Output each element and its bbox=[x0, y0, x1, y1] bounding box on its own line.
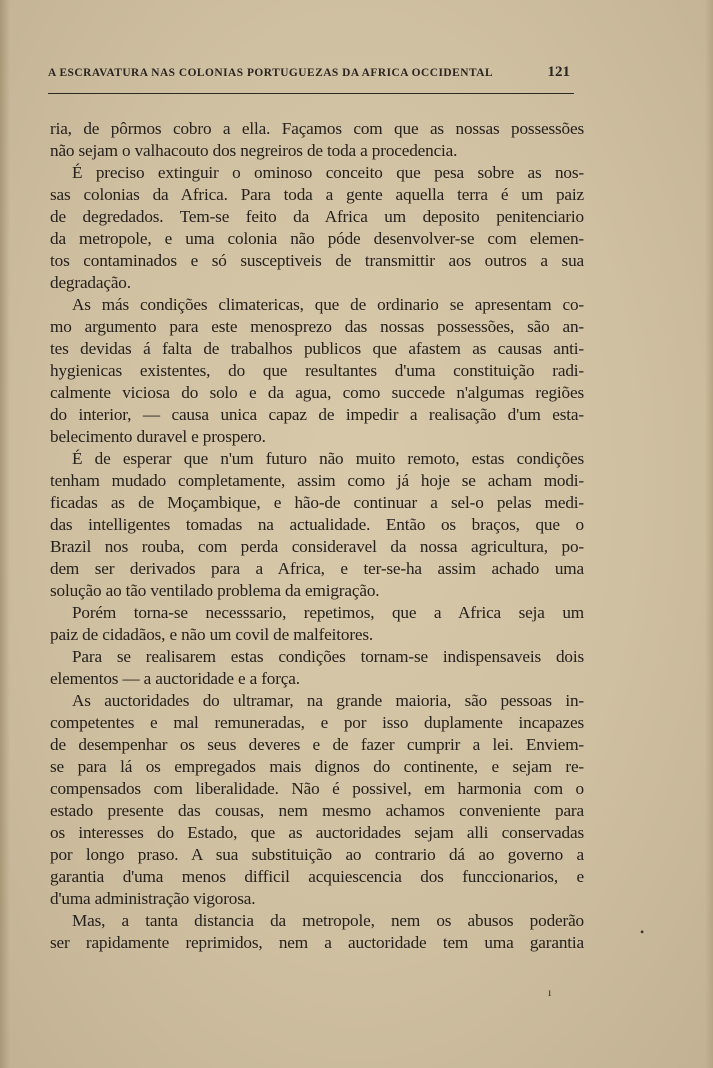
text-line: ser rapidamente reprimidos, nem a auctoridade tem uma garantia bbox=[50, 933, 584, 952]
ink-speck: ı bbox=[548, 985, 552, 999]
text-line: Mas, a tanta distancia da metropole, nem os abusos poderão bbox=[72, 911, 584, 930]
text-line: se para lá os empregados mais dignos do continente, e sejam re- bbox=[50, 757, 584, 776]
text-line: calmente viciosa do solo e da agua, como succede n'algumas regiões bbox=[50, 383, 584, 402]
ink-speck: • bbox=[640, 925, 645, 939]
paragraph bbox=[50, 162, 584, 294]
text-line: elementos — a auctoridade e a força. bbox=[50, 669, 300, 688]
text-line: Porém torna-se necesssario, repetimos, que a Africa seja um bbox=[72, 603, 584, 622]
header-rule bbox=[48, 93, 574, 94]
paragraph bbox=[50, 910, 584, 954]
paragraph bbox=[50, 690, 584, 910]
text-line: As auctoridades do ultramar, na grande maioria, são pessoas in- bbox=[72, 691, 584, 710]
paragraph bbox=[50, 118, 584, 162]
text-line: tos contaminados e só susceptiveis de transmittir aos outros a sua bbox=[50, 251, 584, 270]
paragraph bbox=[50, 294, 584, 448]
paragraph bbox=[50, 646, 584, 690]
text-line: de desempenhar os seus deveres e de fazer cumprir a lei. Enviem- bbox=[50, 735, 584, 754]
text-line: por longo praso. A sua substituição ao contrario dá ao governo a bbox=[50, 845, 584, 864]
text-line: tes devidas á falta de trabalhos publicos que afastem as causas anti- bbox=[50, 339, 584, 358]
text-line: de degredados. Tem-se feito da Africa um deposito penitenciario bbox=[50, 207, 584, 226]
text-line: dem ser derivados para a Africa, e ter-se-ha assim achado uma bbox=[50, 559, 584, 578]
text-line: não sejam o valhacouto dos negreiros de toda a procedencia. bbox=[50, 141, 458, 160]
text-line: hygienicas existentes, do que resultantes d'uma constituição radi- bbox=[50, 361, 584, 380]
text-line: mo argumento para este menosprezo das nossas possessões, são an- bbox=[50, 317, 584, 336]
text-line: É de esperar que n'um futuro não muito remoto, estas condições bbox=[72, 449, 584, 468]
text-line: ria, de pôrmos cobro a ella. Façamos com que as nossas possessões bbox=[50, 119, 584, 138]
text-line: estado presente das cousas, nem mesmo achamos conveniente para bbox=[50, 801, 584, 820]
text-line: As más condições climatericas, que de ordinario se apresentam co- bbox=[72, 295, 584, 314]
text-line: É preciso extinguir o ominoso conceito que pesa sobre as nos- bbox=[72, 163, 584, 182]
text-line: d'uma administração vigorosa. bbox=[50, 889, 256, 908]
page-number: 121 bbox=[547, 64, 570, 80]
text-line: das intelligentes tomadas na actualidade. Então os braços, que o bbox=[50, 515, 584, 534]
text-line: paiz de cidadãos, e não um covil de malfeitores. bbox=[50, 625, 374, 644]
text-line: compensados com liberalidade. Não é possivel, em harmonia com o bbox=[50, 779, 584, 798]
body-text bbox=[50, 118, 584, 954]
text-line: solução ao tão ventilado problema da emigração. bbox=[50, 581, 380, 600]
paragraph bbox=[50, 602, 584, 646]
text-line: do interior, — causa unica capaz de impedir a realisação d'um esta- bbox=[50, 405, 584, 424]
text-line: sas colonias da Africa. Para toda a gente aquella terra é um paiz bbox=[50, 185, 584, 204]
text-line: garantia d'uma menos difficil acquiescencia dos funccionarios, e bbox=[50, 867, 584, 886]
running-head bbox=[48, 64, 576, 86]
paragraph bbox=[50, 448, 584, 602]
text-line: belecimento duravel e prospero. bbox=[50, 427, 266, 446]
text-line: degradação. bbox=[50, 273, 131, 292]
text-line: Brazil nos rouba, com perda consideravel da nossa agricultura, po- bbox=[50, 537, 584, 556]
running-title: A ESCRAVATURA NAS COLONIAS PORTUGUEZAS DA AFRICA OCCIDENTAL bbox=[48, 67, 494, 79]
text-line: tenham mudado completamente, assim como já hoje se acham modi- bbox=[50, 471, 584, 490]
text-line: os interesses do Estado, que as auctoridades sejam alli conservadas bbox=[50, 823, 584, 842]
text-line: Para se realisarem estas condições tornam-se indispensaveis dois bbox=[72, 647, 584, 666]
text-line: ficadas as de Moçambique, e hão-de continuar a sel-o pelas medi- bbox=[50, 493, 584, 512]
text-line: competentes e mal remuneradas, e por isso duplamente incapazes bbox=[50, 713, 584, 732]
text-line: da metropole, e uma colonia não póde desenvolver-se com elemen- bbox=[50, 229, 584, 248]
